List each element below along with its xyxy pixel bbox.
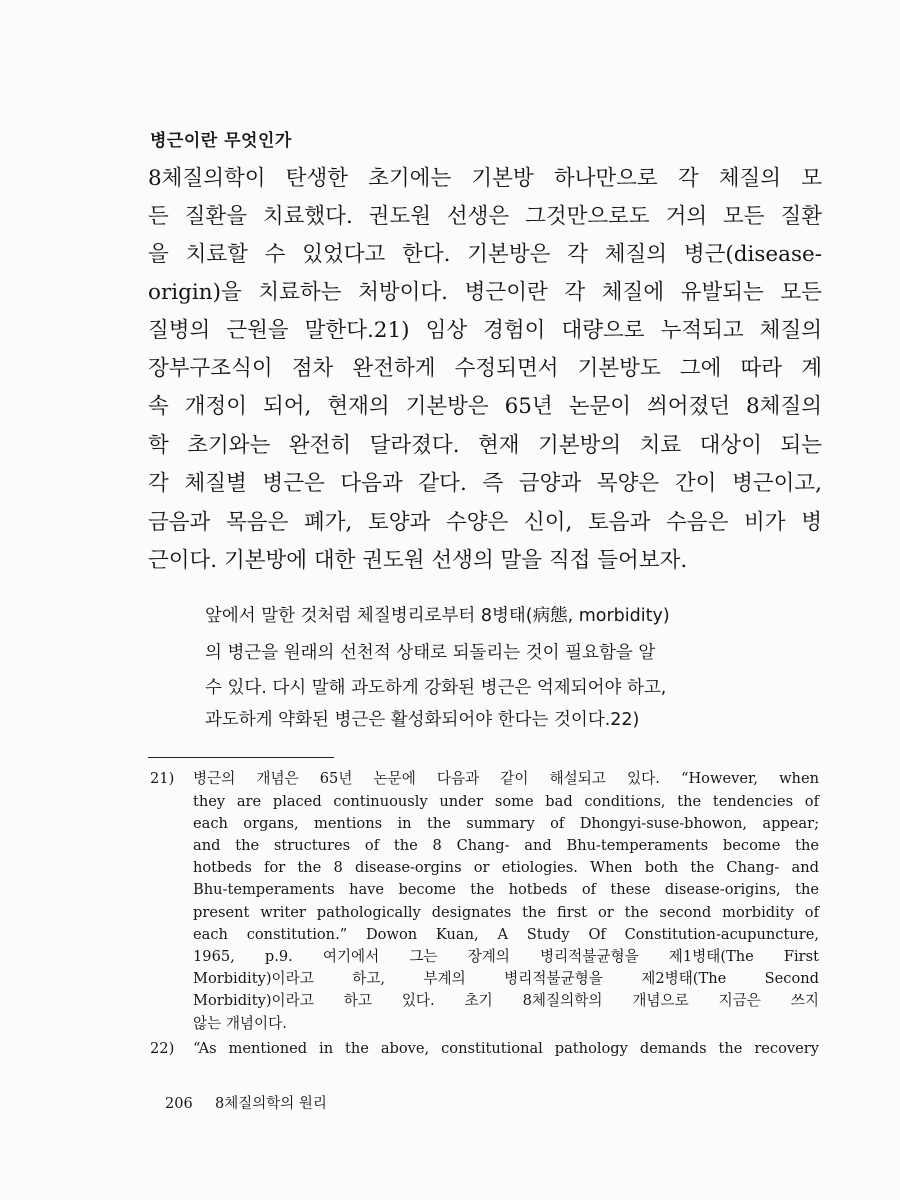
body-line: 금음과 목음은 폐가, 토양과 수양은 신이, 토음과 수음은 비가 병	[148, 510, 822, 535]
footnote-line: 않는 개념이다.	[193, 1015, 287, 1032]
body-line: origin)을 치료하는 처방이다. 병근이란 각 체질에 유발되는 모든	[148, 280, 822, 305]
footnote-line: 1965, p.9. 여기에서 그는 장계의 병리적불균형을 제1병태(The First	[193, 948, 819, 965]
quote-line: 앞에서 말한 것처럼 체질병리로부터 8병태(病態, morbidity)	[205, 606, 670, 626]
body-line: 을 치료할 수 있었다고 한다. 기본방은 각 체질의 병근(disease-	[148, 242, 822, 267]
footnote-line: each constitution.” Dowon Kuan, A Study Of Constitution-acupuncture,	[193, 926, 819, 943]
quote-line: 의 병근을 원래의 선천적 상태로 되돌리는 것이 필요함을 알	[205, 643, 656, 663]
body-line: 든 질환을 치료했다. 권도원 선생은 그것만으로도 거의 모든 질환	[148, 204, 822, 229]
footnote-line: and the structures of the 8 Chang- and Bhu-temperaments become the	[193, 837, 819, 854]
body-line: 속 개정이 되어, 현재의 기본방은 65년 논문이 씌어졌던 8체질의	[148, 394, 822, 419]
footnote-line: Morbidity)이라고 하고 있다. 초기 8체질의학의 개념으로 지금은 쓰지	[193, 992, 819, 1009]
quote-line: 수 있다. 다시 말해 과도하게 강화된 병근은 억제되어야 하고,	[205, 678, 667, 698]
running-footer-title: 8체질의학의 원리	[215, 1096, 327, 1112]
footnote-number: 22)	[150, 1040, 175, 1057]
footnote-number: 21)	[150, 770, 175, 787]
footnote-line: “As mentioned in the above, constitutional pathology demands the recovery	[193, 1040, 819, 1057]
body-line: 8체질의학이 탄생한 초기에는 기본방 하나만으로 각 체질의 모	[148, 166, 822, 191]
footnote-line: they are placed continuously under some bad conditions, the tendencies of	[193, 793, 819, 810]
section-heading: 병근이란 무엇인가	[150, 131, 292, 151]
footnote-line: hotbeds for the 8 disease-orgins or etiologies. When both the Chang- and	[193, 859, 819, 876]
page-number: 206	[165, 1096, 193, 1112]
body-line: 각 체질별 병근은 다음과 같다. 즉 금양과 목양은 간이 병근이고,	[148, 471, 822, 496]
body-line: 근이다. 기본방에 대한 권도원 선생의 말을 직접 들어보자.	[148, 548, 688, 573]
footnote-line: each organs, mentions in the summary of Dhongyi-suse-bhowon, appear;	[193, 815, 819, 832]
body-line: 질병의 근원을 말한다.21) 임상 경험이 대량으로 누적되고 체질의	[148, 318, 822, 343]
footnote-line: Morbidity)이라고 하고, 부계의 병리적불균형을 제2병태(The Second	[193, 970, 819, 987]
footnote-divider	[148, 757, 334, 758]
body-line: 장부구조식이 점차 완전하게 수정되면서 기본방도 그에 따라 계	[148, 356, 822, 381]
quote-line: 과도하게 약화된 병근은 활성화되어야 한다는 것이다.22)	[205, 710, 640, 730]
footnote-line: Bhu-temperaments have become the hotbeds of these disease-origins, the	[193, 881, 819, 898]
body-line: 학 초기와는 완전히 달라졌다. 현재 기본방의 치료 대상이 되는	[148, 433, 822, 458]
footnote-line: 병근의 개념은 65년 논문에 다음과 같이 해설되고 있다. “However, when	[193, 770, 819, 787]
footnote-line: present writer pathologically designates the first or the second morbidity of	[193, 904, 819, 921]
